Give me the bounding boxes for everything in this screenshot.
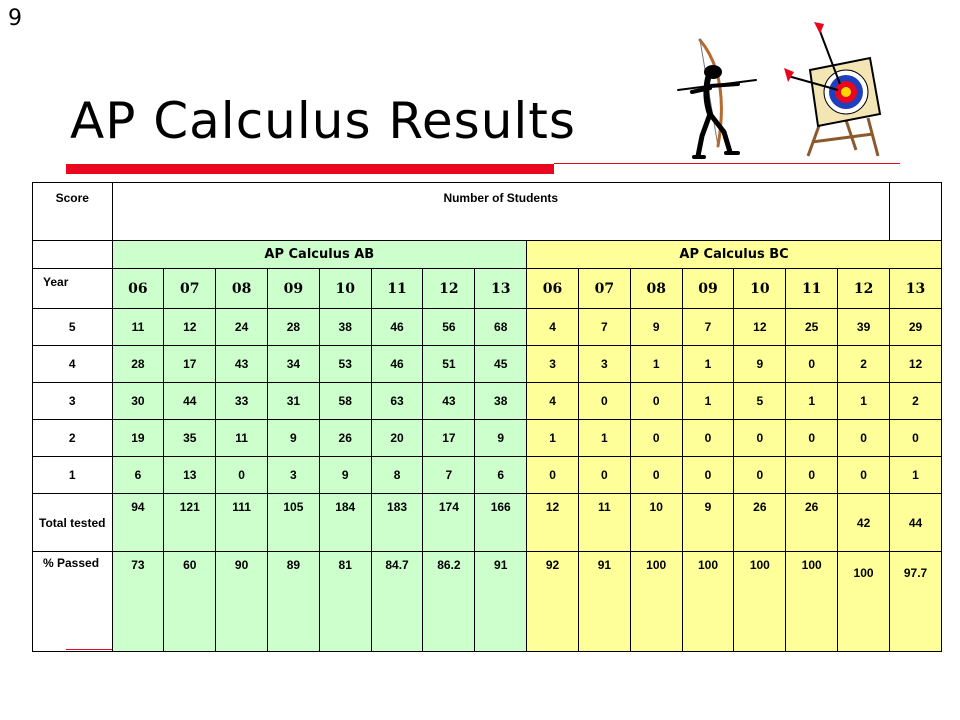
- data-cell: 100: [682, 552, 734, 652]
- data-cell: 183: [371, 494, 423, 552]
- slide-title: AP Calculus Results: [70, 92, 576, 150]
- data-cell: 13: [164, 457, 216, 494]
- data-cell: 9: [319, 457, 371, 494]
- data-cell: 1: [890, 457, 942, 494]
- data-cell: 0: [838, 457, 890, 494]
- data-cell: 90: [216, 552, 268, 652]
- data-cell: 184: [319, 494, 371, 552]
- data-cell: 100: [786, 552, 838, 652]
- table-row: [33, 457, 942, 494]
- year-cell: 12: [423, 269, 475, 309]
- data-cell: 35: [164, 420, 216, 457]
- data-cell: 43: [216, 346, 268, 383]
- score-header: Score: [33, 183, 113, 241]
- row-label: 2: [33, 420, 113, 457]
- year-cell: 09: [267, 269, 319, 309]
- data-cell: 0: [786, 457, 838, 494]
- data-cell: 9: [630, 309, 682, 346]
- data-cell: 4: [527, 383, 579, 420]
- data-cell: 0: [630, 383, 682, 420]
- title-underline-bar: [66, 164, 554, 174]
- data-cell: 0: [890, 420, 942, 457]
- year-cell: 13: [890, 269, 942, 309]
- data-cell: 1: [682, 383, 734, 420]
- data-cell: 3: [527, 346, 579, 383]
- year-cell: 07: [578, 269, 630, 309]
- year-cell: 07: [164, 269, 216, 309]
- title-underline-line: [554, 163, 900, 164]
- data-cell: 24: [216, 309, 268, 346]
- data-cell: 10: [630, 494, 682, 552]
- data-cell: 26: [319, 420, 371, 457]
- data-cell: 0: [682, 420, 734, 457]
- year-cell: 08: [630, 269, 682, 309]
- data-cell: 91: [475, 552, 527, 652]
- data-cell: 0: [216, 457, 268, 494]
- data-cell: 7: [578, 309, 630, 346]
- results-table: [32, 182, 942, 652]
- data-cell: 111: [216, 494, 268, 552]
- archery-clipart: [668, 18, 908, 163]
- data-cell: 0: [630, 457, 682, 494]
- data-cell: 26: [786, 494, 838, 552]
- year-cell: 10: [319, 269, 371, 309]
- data-cell: 30: [112, 383, 164, 420]
- row-label: Total tested: [33, 494, 113, 552]
- data-cell: 0: [578, 457, 630, 494]
- data-cell: 12: [164, 309, 216, 346]
- row-label: 1: [33, 457, 113, 494]
- data-cell: 11: [112, 309, 164, 346]
- data-cell: 44: [890, 494, 942, 552]
- data-cell: 44: [164, 383, 216, 420]
- data-cell: 38: [475, 383, 527, 420]
- data-cell: 34: [267, 346, 319, 383]
- data-cell: 5: [734, 383, 786, 420]
- table-row: [33, 346, 942, 383]
- data-cell: 2: [838, 346, 890, 383]
- year-cell: 06: [527, 269, 579, 309]
- data-cell: 17: [423, 420, 475, 457]
- data-cell: 56: [423, 309, 475, 346]
- data-cell: 9: [267, 420, 319, 457]
- data-cell: 51: [423, 346, 475, 383]
- data-cell: 1: [682, 346, 734, 383]
- blank-header-cell: [33, 241, 113, 269]
- data-cell: 17: [164, 346, 216, 383]
- data-cell: 91: [578, 552, 630, 652]
- data-cell: 12: [890, 346, 942, 383]
- data-cell: 19: [112, 420, 164, 457]
- data-cell: 0: [734, 457, 786, 494]
- data-cell: 73: [112, 552, 164, 652]
- data-cell: 1: [630, 346, 682, 383]
- data-cell: 86.2: [423, 552, 475, 652]
- table-row: [33, 494, 942, 552]
- row-label: 5: [33, 309, 113, 346]
- data-cell: 92: [527, 552, 579, 652]
- data-cell: 0: [734, 420, 786, 457]
- row-label: 4: [33, 346, 113, 383]
- bc-header: AP Calculus BC: [527, 241, 942, 269]
- data-cell: 58: [319, 383, 371, 420]
- data-cell: 46: [371, 309, 423, 346]
- data-cell: 8: [371, 457, 423, 494]
- year-cell: 13: [475, 269, 527, 309]
- data-cell: 53: [319, 346, 371, 383]
- year-cell: 12: [838, 269, 890, 309]
- year-cell: 11: [786, 269, 838, 309]
- table-row: [33, 309, 942, 346]
- data-cell: 4: [527, 309, 579, 346]
- table-row: [33, 552, 942, 652]
- data-cell: 29: [890, 309, 942, 346]
- data-cell: 39: [838, 309, 890, 346]
- data-cell: 6: [112, 457, 164, 494]
- data-cell: 1: [786, 383, 838, 420]
- data-cell: 31: [267, 383, 319, 420]
- archer-figure: [678, 40, 756, 157]
- data-cell: 11: [578, 494, 630, 552]
- data-cell: 12: [734, 309, 786, 346]
- header-spacer-cell: [890, 183, 942, 241]
- data-cell: 20: [371, 420, 423, 457]
- data-cell: 94: [112, 494, 164, 552]
- data-cell: 42: [838, 494, 890, 552]
- row-label: % Passed: [33, 552, 113, 652]
- data-cell: 0: [630, 420, 682, 457]
- data-cell: 26: [734, 494, 786, 552]
- data-cell: 12: [527, 494, 579, 552]
- data-cell: 84.7: [371, 552, 423, 652]
- year-cell: 11: [371, 269, 423, 309]
- data-cell: 100: [734, 552, 786, 652]
- data-cell: 6: [475, 457, 527, 494]
- data-cell: 105: [267, 494, 319, 552]
- data-cell: 0: [578, 383, 630, 420]
- data-cell: 7: [423, 457, 475, 494]
- data-cell: 9: [734, 346, 786, 383]
- data-cell: 1: [527, 420, 579, 457]
- data-cell: 0: [838, 420, 890, 457]
- data-cell: 7: [682, 309, 734, 346]
- year-cell: 09: [682, 269, 734, 309]
- data-cell: 45: [475, 346, 527, 383]
- data-cell: 63: [371, 383, 423, 420]
- data-cell: 81: [319, 552, 371, 652]
- data-cell: 38: [319, 309, 371, 346]
- year-cell: 08: [216, 269, 268, 309]
- data-cell: 2: [890, 383, 942, 420]
- year-cell: 10: [734, 269, 786, 309]
- year-cell: 06: [112, 269, 164, 309]
- data-cell: 3: [267, 457, 319, 494]
- data-cell: 97.7: [890, 552, 942, 652]
- slide-number: 9: [8, 6, 22, 31]
- data-cell: 174: [423, 494, 475, 552]
- data-cell: 0: [527, 457, 579, 494]
- data-cell: 3: [578, 346, 630, 383]
- data-cell: 68: [475, 309, 527, 346]
- data-cell: 166: [475, 494, 527, 552]
- number-of-students-header: Number of Students: [112, 183, 890, 241]
- target-icon: [784, 22, 880, 156]
- data-cell: 9: [682, 494, 734, 552]
- data-cell: 89: [267, 552, 319, 652]
- data-cell: 60: [164, 552, 216, 652]
- data-cell: 11: [216, 420, 268, 457]
- data-cell: 121: [164, 494, 216, 552]
- data-cell: 25: [786, 309, 838, 346]
- data-cell: 0: [786, 420, 838, 457]
- row-label: 3: [33, 383, 113, 420]
- year-label: Year: [33, 269, 113, 309]
- data-cell: 46: [371, 346, 423, 383]
- data-cell: 28: [112, 346, 164, 383]
- data-cell: 0: [682, 457, 734, 494]
- ab-header: AP Calculus AB: [112, 241, 527, 269]
- data-cell: 9: [475, 420, 527, 457]
- table-row: [33, 420, 942, 457]
- data-cell: 1: [838, 383, 890, 420]
- data-cell: 28: [267, 309, 319, 346]
- data-cell: 1: [578, 420, 630, 457]
- table-row: [33, 383, 942, 420]
- data-cell: 100: [630, 552, 682, 652]
- data-cell: 0: [786, 346, 838, 383]
- data-cell: 33: [216, 383, 268, 420]
- data-cell: 43: [423, 383, 475, 420]
- data-cell: 100: [838, 552, 890, 652]
